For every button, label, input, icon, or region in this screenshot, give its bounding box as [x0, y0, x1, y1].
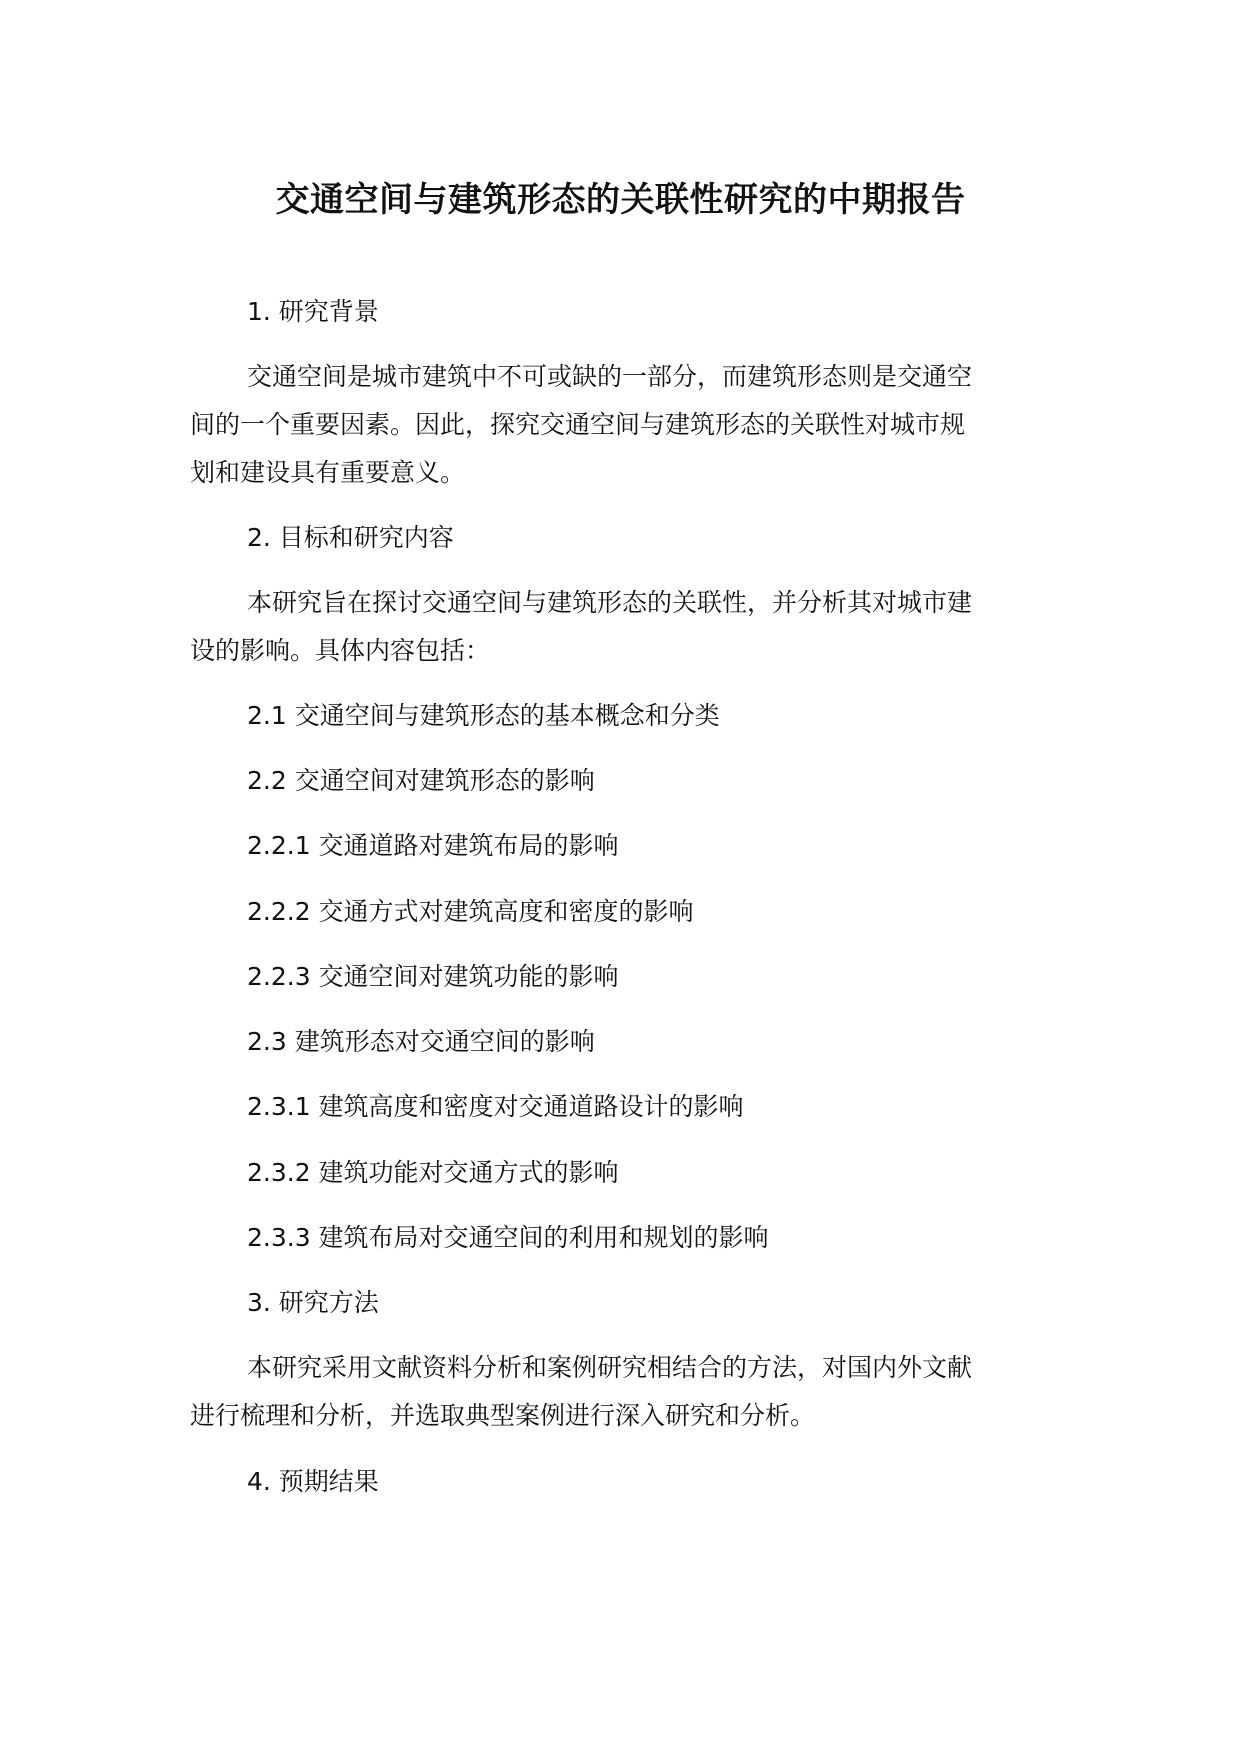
- section-heading-methods: 3. 研究方法: [247, 1288, 379, 1317]
- paragraph-line: 间的一个重要因素。因此，探究交通空间与建筑形态的关联性对城市规: [190, 410, 966, 439]
- list-item: 2.3.3 建筑布局对交通空间的利用和规划的影响: [247, 1223, 769, 1252]
- list-item: 2.3.1 建筑高度和密度对交通道路设计的影响: [247, 1092, 744, 1121]
- document-title: 交通空间与建筑形态的关联性研究的中期报告: [275, 180, 966, 220]
- list-item: 2.2 交通空间对建筑形态的影响: [247, 766, 595, 795]
- paragraph-line: 划和建设具有重要意义。: [190, 458, 466, 487]
- list-item: 2.2.3 交通空间对建筑功能的影响: [247, 962, 619, 991]
- list-item: 2.1 交通空间与建筑形态的基本概念和分类: [247, 701, 720, 730]
- section-heading-goals: 2. 目标和研究内容: [247, 523, 454, 552]
- section-heading-background: 1. 研究背景: [247, 297, 379, 326]
- paragraph-line: 本研究采用文献资料分析和案例研究相结合的方法，对国内外文献: [247, 1353, 973, 1382]
- list-item: 2.3.2 建筑功能对交通方式的影响: [247, 1158, 619, 1187]
- paragraph-line: 交通空间是城市建筑中不可或缺的一部分，而建筑形态则是交通空: [247, 362, 973, 391]
- list-item: 2.2.2 交通方式对建筑高度和密度的影响: [247, 897, 694, 926]
- list-item: 2.3 建筑形态对交通空间的影响: [247, 1027, 595, 1056]
- paragraph-line: 本研究旨在探讨交通空间与建筑形态的关联性，并分析其对城市建: [247, 588, 973, 617]
- section-heading-results: 4. 预期结果: [247, 1467, 379, 1496]
- list-item: 2.2.1 交通道路对建筑布局的影响: [247, 831, 619, 860]
- paragraph-line: 进行梳理和分析，并选取典型案例进行深入研究和分析。: [190, 1401, 816, 1430]
- paragraph-line: 设的影响。具体内容包括：: [190, 636, 491, 665]
